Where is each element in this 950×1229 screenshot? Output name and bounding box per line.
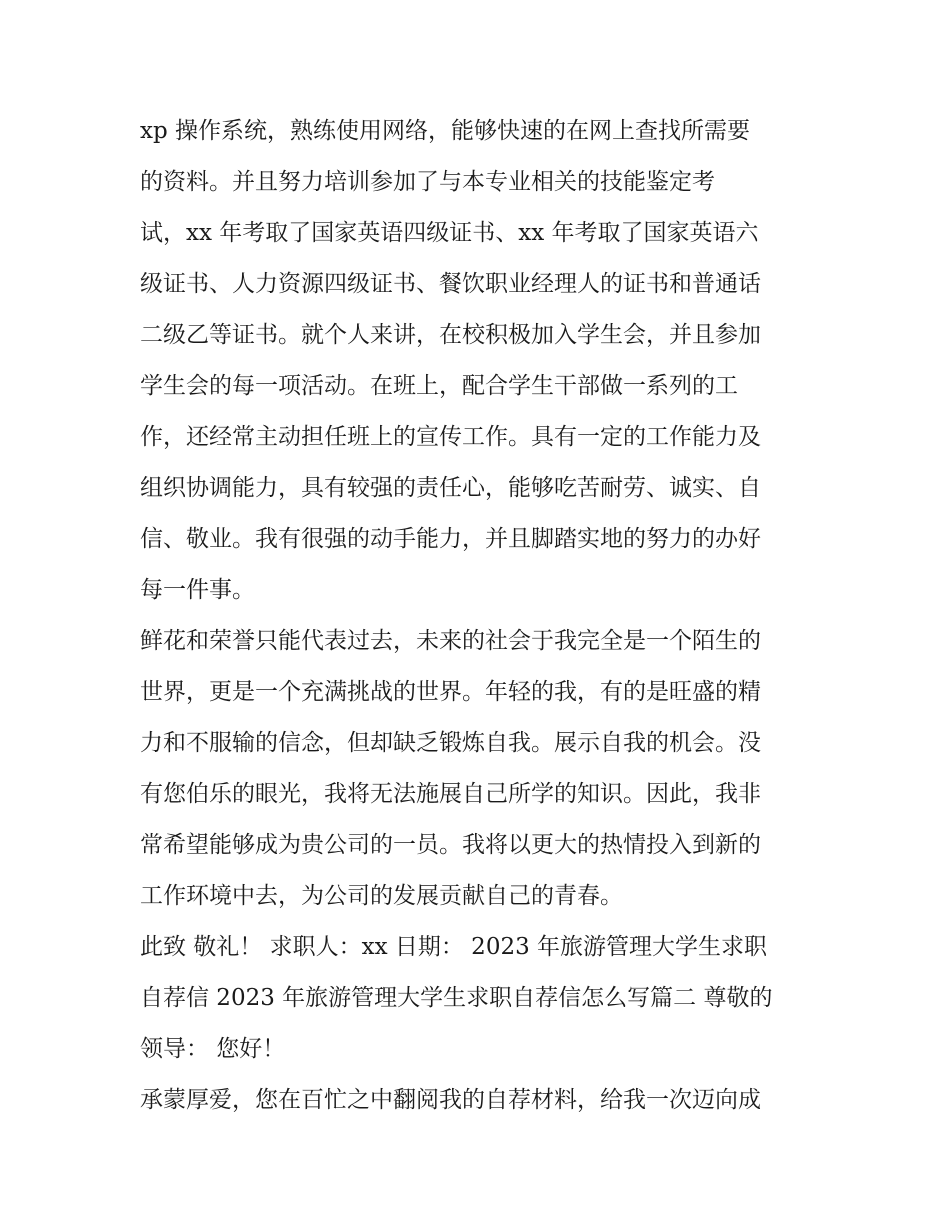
text-line: 作，还经常主动担任班上的宣传工作。具有一定的工作能力及: [140, 424, 761, 450]
text-line: 力和不服输的信念，但却缺乏锻炼自我。展示自我的机会。没: [140, 730, 761, 756]
text-line: 领导： 您好！: [140, 1036, 286, 1062]
document-body: [140, 108, 815, 1128]
text-line: 学生会的每一项活动。在班上，配合学生干部做一系列的工: [140, 373, 738, 399]
text-line: 组织协调能力，具有较强的责任心，能够吃苦耐劳、诚实、自: [140, 475, 761, 501]
text-line: 常希望能够成为贵公司的一员。我将以更大的热情投入到新的: [140, 832, 761, 858]
text-line: xp 操作系统，熟练使用网络，能够快速的在网上查找所需要: [140, 118, 751, 144]
text-line: 有您伯乐的眼光，我将无法施展自己所学的知识。因此，我非: [140, 781, 761, 807]
text-line: 自荐信 2023 年旅游管理大学生求职自荐信怎么写篇二 尊敬的: [140, 985, 773, 1011]
text-line: 级证书、人力资源四级证书、餐饮职业经理人的证书和普通话: [140, 271, 761, 297]
text-line: 鲜花和荣誉只能代表过去，未来的社会于我完全是一个陌生的: [140, 628, 761, 654]
text-line: 信、敬业。我有很强的动手能力，并且脚踏实地的努力的办好: [140, 526, 761, 552]
text-line: 世界，更是一个充满挑战的世界。年轻的我，有的是旺盛的精: [140, 679, 761, 705]
text-line: 承蒙厚爱，您在百忙之中翻阅我的自荐材料，给我一次迈向成: [140, 1087, 761, 1113]
text-line: 每一件事。: [140, 577, 255, 603]
text-line: 二级乙等证书。就个人来讲，在校积极加入学生会，并且参加: [140, 322, 761, 348]
text-line: 的资料。并且努力培训参加了与本专业相关的技能鉴定考: [140, 169, 715, 195]
text-line: 工作环境中去，为公司的发展贡献自己的青春。: [140, 883, 623, 909]
text-line: 此致 敬礼！ 求职人：xx 日期： 2023 年旅游管理大学生求职: [140, 934, 768, 960]
text-line: 试，xx 年考取了国家英语四级证书、xx 年考取了国家英语六: [140, 220, 759, 246]
